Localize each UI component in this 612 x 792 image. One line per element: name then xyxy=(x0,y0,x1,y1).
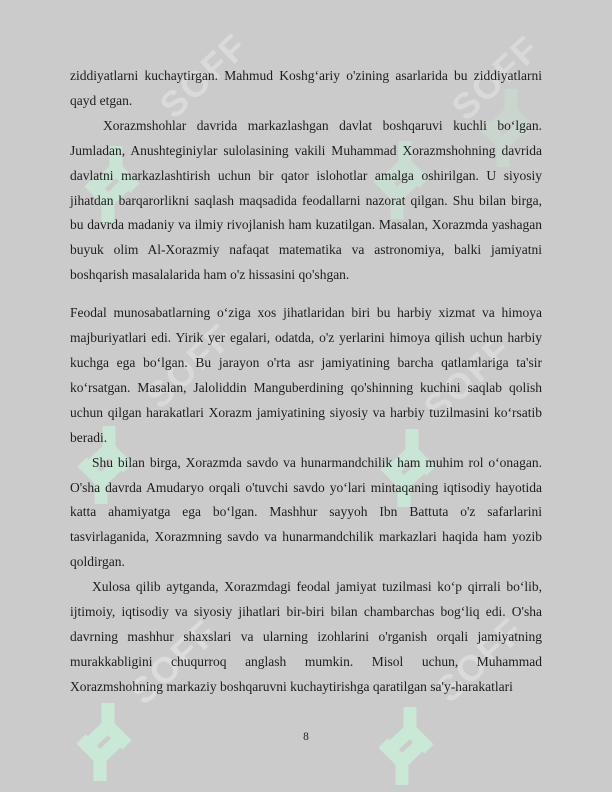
paragraph: Xulosa qilib aytganda, Xorazmdagi feodal jamiyat tuzilmasi ko‘p qirrali bo‘lib, ijtimoiy, iqtisodiy va siyosiy jihatlari bir-biri bilan chambarchas bog‘liq edi. O'sha davrning mashhur shaxslari va ularning izohlarini o'rganish orqali jamiyatning murakkabligini chuqurroq anglash mumkin. Misol uchun, Muhammad Xorazmshohning markaziy boshqaruvni kuchaytirishga qaratilgan sa'y-harakatlari xyxy=(70,579,542,694)
soff-text-watermark: SOFF xyxy=(121,611,226,713)
paragraph: Xorazmshohlar davrida markazlashgan davlat boshqaruvi kuchli bo‘lgan. Jumladan, Anushteginiylar sulolasining vakili Muhammad Xorazmshohning davrida davlatni markazlashtirish uchun bir qator islohotlar amalga oshirilgan. U siyosiy jihatdan barqarorlikni saqlash maqsadida feodallarni nazorat qilgan. Shu bilan birga, bu davrda madaniy va ilmiy rivojlanish ham kuzatilgan. Masalan, Xorazmda yashagan buyuk olim Al-Xorazmiy nafaqat matematika va astronomiya, balki jamiyatni boshqarish masalalarida ham o'z hissasini qo'shgan. xyxy=(70,117,542,283)
soff-text-watermark: SOFF xyxy=(427,609,532,711)
soff-text-watermark: SOFF xyxy=(443,27,548,129)
soff-logo-watermark-icon xyxy=(377,704,435,792)
paragraph: Shu bilan birga, Xorazmda savdo va hunarmandchilik ham muhim rol o‘onagan. O'sha davrda Amudaryo orqali o'tuvchi savdo yo‘lari mintaqaning iqtisodiy hayotida katta ahamiyatga ega bo‘lgan. Mashhur sayyoh Ibn Battuta o'z safarlarini tasvirlaganida, Xorazmning savdo va hunarmandchilik markazlari haqida ham yozib qoldirgan. xyxy=(70,454,542,570)
soff-text-watermark: SOFF xyxy=(151,25,256,127)
soff-text-watermark: SOFF xyxy=(415,327,520,429)
page-number: 8 xyxy=(303,731,309,743)
soff-text-watermark: SOFF xyxy=(137,315,242,417)
document-text xyxy=(70,64,542,700)
paragraph: ziddiyatlarni kuchaytirgan. Mahmud Koshg‘ariy o'zining asarlarida bu ziddiyatlarni qayd etgan. xyxy=(70,68,542,108)
paragraph: Feodal munosabatlarning o‘ziga xos jihatlaridan biri bu harbiy xizmat va himoya majburiyatlari edi. Yirik yer egalari, odatda, o'z yerlarini himoya qilish uchun harbiy kuchga ega bo‘lgan. Bu jarayon o'rta asr jamiyatining barcha qatlamlariga ta'sir ko‘rsatgan. Masalan, Jaloliddin Manguberdining qo'shinning kuchini saqlab qolish uchun qilgan harakatlari Xorazm jamiyatining siyosiy va harbiy tuzilmasini ko‘rsatib beradi. xyxy=(70,305,542,445)
soff-logo-watermark-icon xyxy=(75,700,133,789)
